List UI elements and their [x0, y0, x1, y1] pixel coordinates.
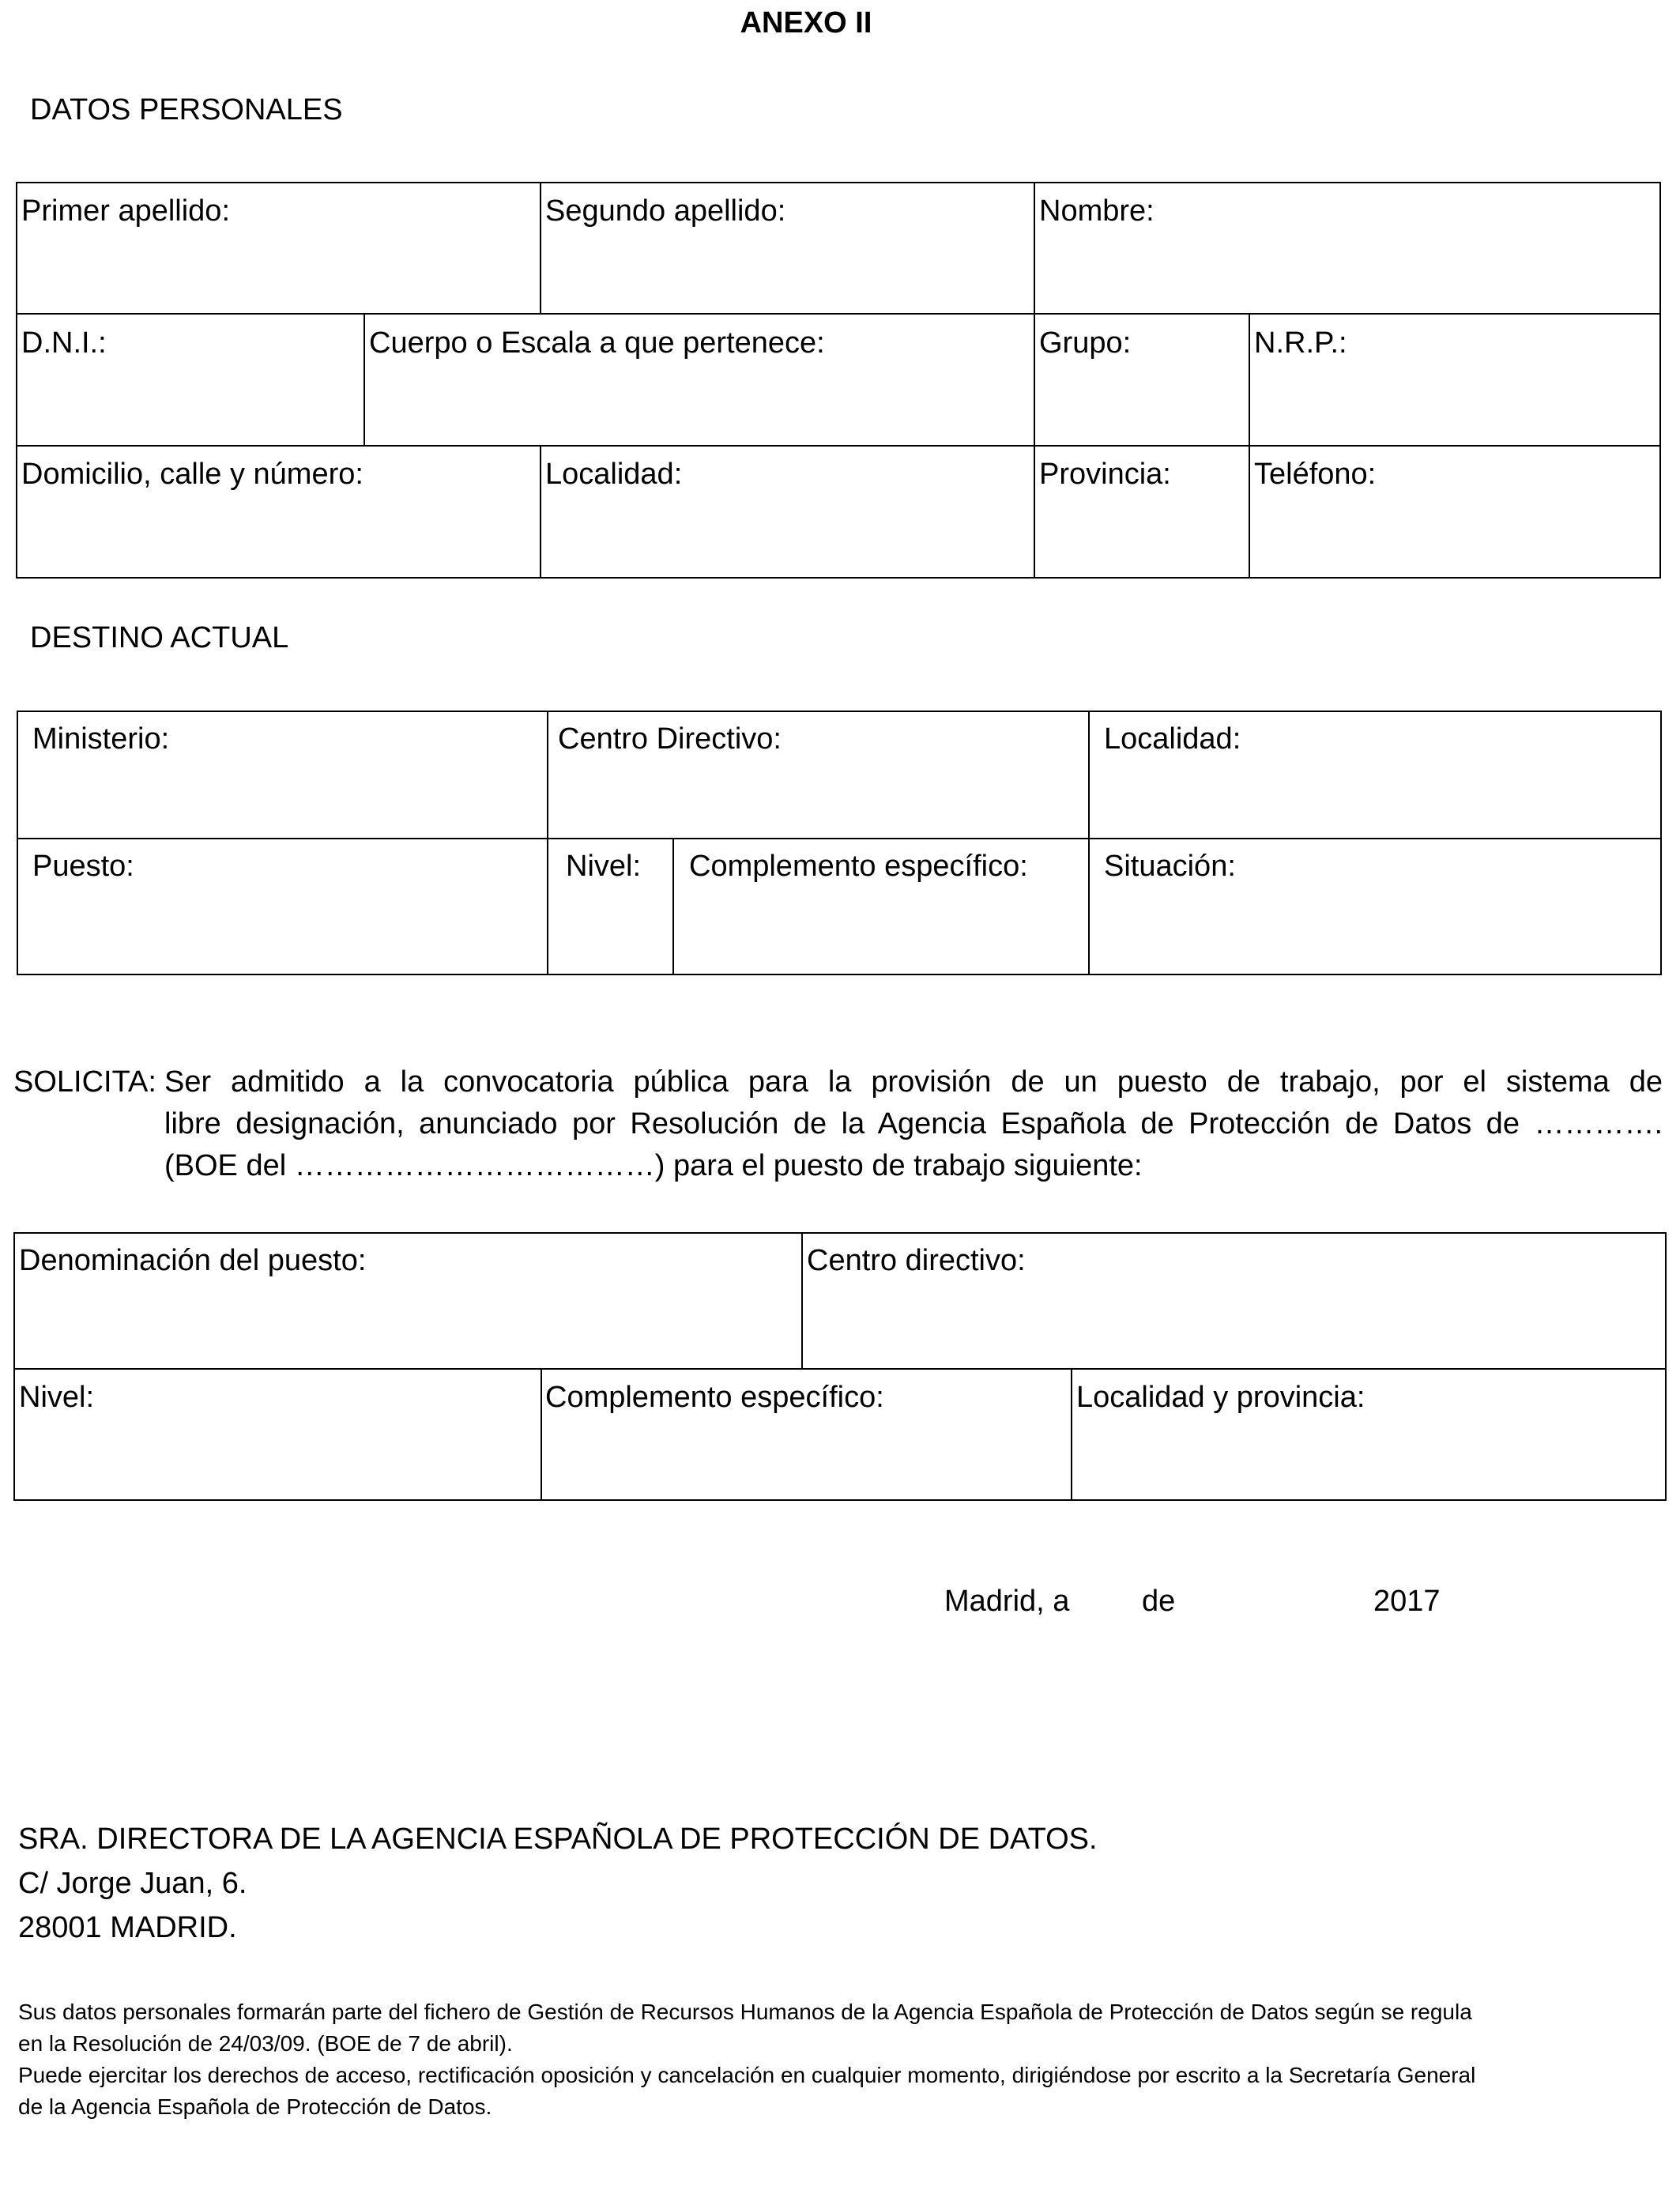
field-denominacion-puesto[interactable]: Denominación del puesto:	[19, 1244, 367, 1277]
privacy-line: de la Agencia Española de Protección de Datos.	[18, 2094, 492, 2119]
solicita-label: SOLICITA:	[13, 1065, 156, 1099]
field-complemento-especifico[interactable]: Complemento específico:	[689, 850, 1028, 883]
field-situacion[interactable]: Situación:	[1104, 850, 1236, 883]
section-heading-destino: DESTINO ACTUAL	[30, 621, 289, 654]
divider	[540, 445, 541, 579]
field-primer-apellido[interactable]: Primer apellido:	[21, 194, 230, 228]
field-puesto-centro-directivo[interactable]: Centro directivo:	[807, 1244, 1026, 1277]
divider	[547, 711, 548, 975]
divider	[13, 1368, 1667, 1370]
field-nivel[interactable]: Nivel:	[566, 850, 642, 883]
field-centro-directivo[interactable]: Centro Directivo:	[558, 722, 782, 756]
field-nrp[interactable]: N.R.P.:	[1254, 326, 1347, 360]
field-segundo-apellido[interactable]: Segundo apellido:	[545, 194, 786, 228]
privacy-line: Puede ejercitar los derechos de acceso, rectificación oposición y cancelación en cualquier momento, dirigiéndose por escrito a la Secretaría General	[18, 2063, 1476, 2087]
field-localidad[interactable]: Localidad:	[545, 458, 683, 491]
divider	[1088, 711, 1090, 975]
field-cuerpo-escala[interactable]: Cuerpo o Escala a que pertenece:	[369, 326, 825, 360]
solicita-line: Ser admitido a la convocatoria pública para la provisión de un puesto de trabajo, por el sistema de	[164, 1065, 1663, 1099]
date-de: de	[1142, 1585, 1176, 1618]
divider	[1071, 1368, 1072, 1501]
field-telefono[interactable]: Teléfono:	[1254, 458, 1377, 491]
field-destino-localidad[interactable]: Localidad:	[1104, 722, 1241, 756]
field-ministerio[interactable]: Ministerio:	[32, 722, 170, 756]
field-localidad-provincia[interactable]: Localidad y provincia:	[1076, 1381, 1365, 1414]
divider	[363, 313, 365, 446]
field-puesto-complemento[interactable]: Complemento específico:	[545, 1381, 884, 1414]
date-city: Madrid, a	[944, 1585, 1070, 1618]
divider	[541, 1368, 542, 1501]
field-dni[interactable]: D.N.I.:	[21, 326, 107, 360]
divider	[16, 445, 1661, 447]
destino-table	[17, 711, 1662, 975]
page-title: ANEXO II	[740, 6, 872, 40]
recipient-city: 28001 MADRID.	[18, 1911, 237, 1944]
field-puesto-nivel[interactable]: Nivel:	[19, 1381, 95, 1414]
solicita-line: libre designación, anunciado por Resolución de la Agencia Española de Protección de Datos de ………….	[164, 1107, 1663, 1140]
section-heading-personal: DATOS PERSONALES	[30, 93, 343, 126]
privacy-notice	[18, 1996, 1614, 2123]
field-grupo[interactable]: Grupo:	[1039, 326, 1132, 360]
divider	[16, 313, 1661, 315]
personal-data-table	[16, 182, 1661, 579]
field-provincia[interactable]: Provincia:	[1039, 458, 1171, 491]
divider	[540, 182, 541, 314]
field-puesto[interactable]: Puesto:	[32, 850, 134, 883]
field-domicilio[interactable]: Domicilio, calle y número:	[21, 458, 363, 491]
privacy-line: Sus datos personales formarán parte del fichero de Gestión de Recursos Humanos de la Agencia Española de Protección de Datos según se regula	[18, 2000, 1472, 2024]
divider	[17, 838, 1662, 839]
solicita-text	[164, 1061, 1663, 1187]
recipient-address: C/ Jorge Juan, 6.	[18, 1867, 247, 1900]
divider	[1249, 313, 1250, 579]
field-nombre[interactable]: Nombre:	[1039, 194, 1155, 228]
date-year: 2017	[1373, 1585, 1441, 1618]
recipient-title: SRA. DIRECTORA DE LA AGENCIA ESPAÑOLA DE PROTECCIÓN DE DATOS.	[18, 1823, 1098, 1856]
divider	[1034, 182, 1035, 579]
privacy-line: en la Resolución de 24/03/09. (BOE de 7 de abril).	[18, 2031, 513, 2056]
divider	[672, 838, 674, 975]
divider	[801, 1232, 803, 1369]
solicita-line: (BOE del ………………………………) para el puesto de trabajo siguiente:	[164, 1149, 1143, 1182]
